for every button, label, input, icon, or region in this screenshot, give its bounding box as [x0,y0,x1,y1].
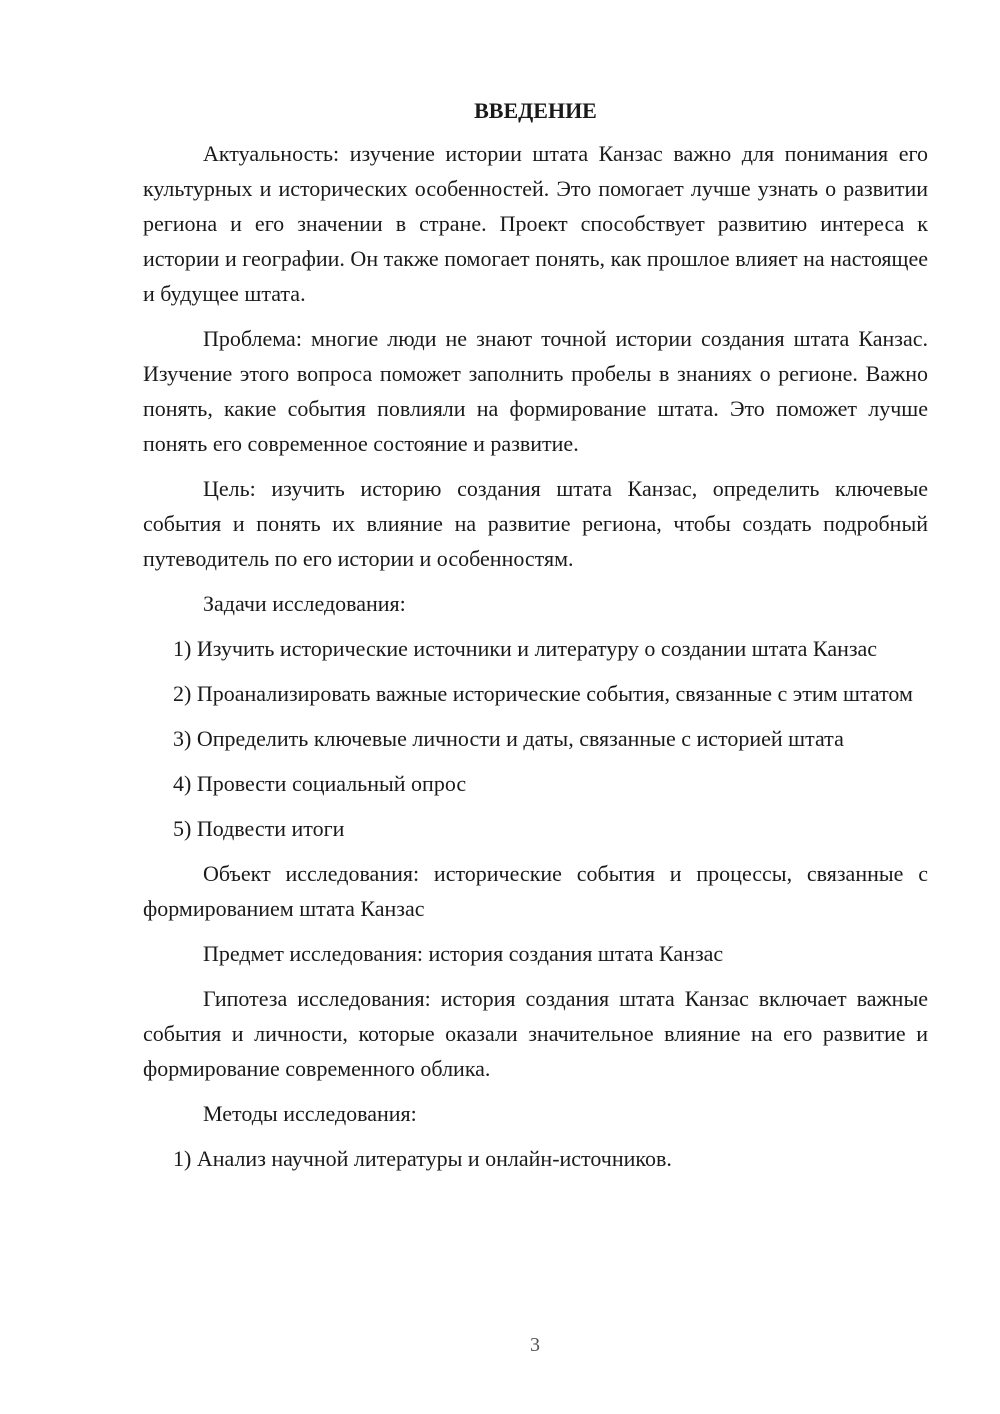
methods-heading: Методы исследования: [203,1101,417,1126]
problem-paragraph: Проблема: многие люди не знают точной истории создания штата Канзас. Изучение этого вопроса поможет заполнить пробелы в знаниях о регионе. Важно понять, какие события повлияли на формирование штата. Это поможет лучше понять его современное состояние и развитие. [143,326,928,456]
tasks-heading: Задачи исследования: [203,591,406,616]
section-title: ВВЕДЕНИЕ [474,98,597,123]
task-item-1: 1) Изучить исторические источники и литературу о создании штата Канзас [173,636,878,661]
method-item-1: 1) Анализ научной литературы и онлайн-источников. [173,1146,672,1171]
task-item-5: 5) Подвести итоги [173,816,345,841]
task-item-2: 2) Проанализировать важные исторические события, связанные с этим штатом [173,681,913,706]
task-item-4: 4) Провести социальный опрос [173,771,467,796]
hypothesis-paragraph: Гипотеза исследования: история создания штата Канзас включает важные события и личности, которые оказали значительное влияние на его развитие и формирование современного облика. [143,986,928,1081]
page-number: 3 [530,1334,540,1356]
document-page [143,98,928,1186]
relevance-paragraph: Актуальность: изучение истории штата Канзас важно для понимания его культурных и исторических особенностей. Это помогает лучше узнать о развитии региона и его значении в стране. Проект способствует развитию интереса к истории и географии. Он также помогает понять, как прошлое влияет на настоящее и будущее штата. [143,141,928,306]
task-item-3: 3) Определить ключевые личности и даты, связанные с историей штата [173,726,844,751]
goal-paragraph: Цель: изучить историю создания штата Канзас, определить ключевые события и понять их влияние на развитие региона, чтобы создать подробный путеводитель по его истории и особенностям. [143,476,928,571]
subject-paragraph: Предмет исследования: история создания штата Канзас [203,941,724,966]
object-paragraph: Объект исследования: исторические события и процессы, связанные с формированием штата Канзас [143,861,928,921]
